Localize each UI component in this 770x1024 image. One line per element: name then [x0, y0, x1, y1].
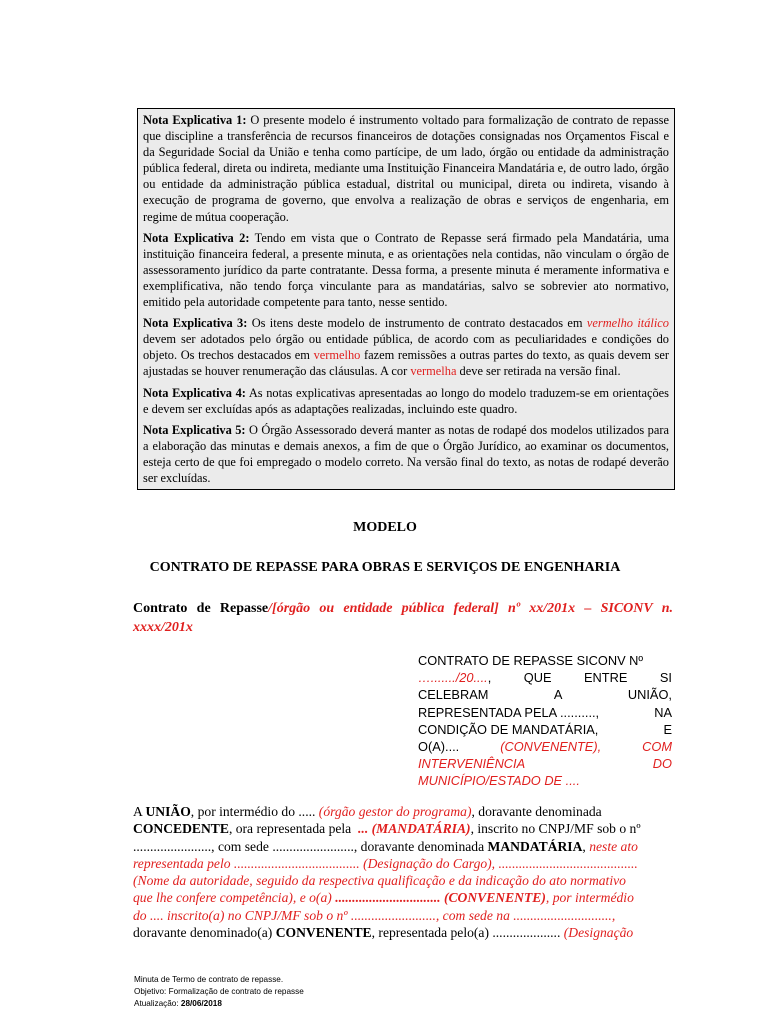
summary-line — [418, 686, 672, 703]
text: , inscrito no CNPJ/MF sob o nº — [470, 821, 641, 837]
note-3-red-2: vermelha — [410, 364, 457, 379]
placeholder-text: representada pelo ..................................... (Designação do Cargo), ......................................... — [133, 855, 638, 871]
footer-updated-label: Atualização: — [134, 998, 181, 1008]
summary-line — [418, 721, 672, 738]
note-3-label: Nota Explicativa 3: — [143, 316, 248, 331]
contract-reference-placeholder: /[órgão ou entidade pública federal] nº xx/201x – SICONV n. xxxx/201x — [133, 601, 673, 635]
summary-text: QUE — [523, 670, 552, 686]
party-concedente: CONCEDENTE — [133, 821, 229, 837]
summary-red-text: COM — [642, 739, 672, 755]
note-1-label: Nota Explicativa 1: — [143, 113, 247, 127]
summary-line — [418, 669, 672, 686]
summary-text: O(A).... — [418, 739, 460, 755]
note-3 — [143, 315, 669, 379]
preamble-line — [133, 889, 673, 906]
text: ......................., com sede ........................, doravante denominada — [133, 838, 488, 854]
note-1-text: O presente modelo é instrumento voltado para formalização de contrato de repasse que discipline a transferência de recursos financeiros de dotações consignadas nos Orçamentos Fiscal e da Seguridade Social da União e tenha como partícipe, de um lado, órgão ou entidade da administração pública federal, direta ou indireta, mediante uma Instituição Financeira Mandatária e, de outro lado, órgão ou entidade da administração pública estadual, distrital ou municipal, direta ou indireta, visando à execução de programa de governo, que envolva a realização de obras e serviços de engenharia, em regime de mútua cooperação. — [143, 113, 669, 224]
note-3-red-1: vermelho — [313, 348, 361, 363]
summary-text: CONTRATO DE REPASSE SICONV Nº — [418, 653, 644, 668]
footer-line-objective: Objetivo: Formalização de contrato de repasse — [134, 986, 304, 996]
placeholder-mandataria: ... (MANDATÁRIA) — [358, 821, 471, 837]
note-1 — [143, 112, 669, 225]
text: , por intermédio do ..... — [190, 804, 319, 819]
note-5-text: O Órgão Assessorado deverá manter as notas de rodapé dos modelos utilizados para a elaboração das minutas e demais anexos, a fim de que o Órgão Jurídico, ao examinar os documentos, esteja certo de que foi empregado o modelo correto. Na versão final do texto, as notas de rodapé deverão ser excluídas. — [143, 422, 670, 485]
contract-reference — [133, 599, 673, 637]
summary-red-year: /20.... — [455, 670, 488, 686]
page-footer — [134, 974, 304, 1009]
note-2 — [143, 230, 669, 310]
text: , doravante denominada — [471, 804, 602, 819]
preamble-line — [133, 924, 673, 941]
preamble-segment — [133, 889, 634, 906]
summary-text: NA — [654, 704, 672, 720]
summary-line — [418, 738, 672, 755]
placeholder-text: que lhe confere competência), e o(a) — [133, 890, 336, 906]
placeholder-orgao-gestor: (órgão gestor do programa) — [318, 804, 472, 819]
note-3-text-c: fazem remissões a outras partes do texto, as quais devem ser ajustadas se houver renumeração das cláusulas. A cor — [143, 348, 669, 379]
note-4-label: Nota Explicativa 4: — [143, 385, 246, 400]
heading-model: MODELO — [353, 520, 417, 535]
placeholder-convenente: ............................... (CONVENENTE) — [335, 890, 546, 906]
text: doravante denominado(a) — [133, 925, 276, 941]
party-mandataria: MANDATÁRIA — [487, 838, 583, 854]
note-4-text: As notas explicativas apresentadas ao longo do modelo traduzem-se em orientações e devem ser excluídas após as adaptações realizadas, incluindo este quadro. — [143, 385, 669, 416]
footer-updated-date: 28/06/2018 — [180, 998, 222, 1008]
note-2-text: Tendo em vista que o Contrato de Repasse será firmado pela Mandatária, uma instituição financeira federal, a presente minuta, e as orientações nela contidas, não vinculam o órgão de assessoramento jurídico da parte contratante. Dessa forma, a presente minuta é meramente informativa e exemplificativa, não tendo força vinculante para as mandatárias, salvo se sobrevier ato normativo, emitido pela autoridade competente para tanto, nesse sentido. — [143, 230, 669, 310]
preamble-line — [133, 872, 673, 889]
placeholder-text: do .... inscrito(a) no CNPJ/MF sob o nº ........................., com sede na ............................., — [133, 907, 616, 923]
placeholder-text: neste ato — [589, 838, 638, 854]
summary-text: CONDIÇÃO DE MANDATÁRIA, — [418, 721, 599, 737]
text: A — [133, 804, 146, 819]
placeholder-text: (Nome da autoridade, seguido da respectiva qualificação e da indicação do ato normativo — [133, 873, 626, 889]
note-3-text-d: deve ser retirada na versão final. — [456, 364, 621, 379]
party-convenente: CONVENENTE — [275, 925, 372, 941]
summary-red-convenente: (CONVENENTE), — [500, 739, 602, 755]
contract-reference-prefix: Contrato de Repasse — [133, 601, 269, 616]
note-2-label: Nota Explicativa 2: — [143, 230, 250, 245]
summary-text: E — [663, 721, 672, 737]
preamble-line — [133, 855, 673, 872]
preamble-segment — [133, 803, 602, 820]
footer-line-title: Minuta de Termo de contrato de repasse. — [134, 975, 284, 984]
note-3-text-a: Os itens deste modelo de instrumento de contrato destacados em — [247, 316, 587, 331]
summary-text: SI — [659, 670, 672, 686]
summary-red-text: DO — [652, 756, 672, 772]
placeholder-text: (Designação — [563, 925, 634, 941]
summary-comma: , — [487, 670, 492, 686]
text: , ora representada pela — [228, 821, 359, 837]
note-3-red-italic: vermelho itálico — [586, 316, 669, 331]
preamble-segment — [133, 924, 633, 941]
summary-text — [418, 669, 491, 686]
summary-red-number: …....... — [418, 670, 456, 686]
summary-text: UNIÃO, — [627, 687, 672, 703]
text: , — [582, 838, 590, 854]
preamble-line — [133, 838, 673, 855]
placeholder-text: , por intermédio — [545, 890, 634, 906]
note-5 — [143, 422, 669, 486]
summary-red-text: INTERVENIÊNCIA — [418, 756, 526, 772]
summary-text: CELEBRAM — [418, 687, 489, 703]
text: , representada pelo(a) .................... — [371, 925, 564, 941]
note-4 — [143, 385, 669, 417]
preamble-paragraph — [133, 803, 673, 941]
heading-contract-title: CONTRATO DE REPASSE PARA OBRAS E SERVIÇOS DE ENGENHARIA — [149, 560, 621, 575]
summary-line — [418, 704, 672, 721]
summary-text: ENTRE — [584, 670, 628, 686]
preamble-line — [133, 803, 673, 820]
summary-line — [418, 755, 672, 772]
note-3-text-b: devem ser adotados pelo órgão ou entidade pública, de acordo com as peculiaridades e condições do objeto. Os trechos destacados em — [143, 332, 669, 363]
summary-text: A — [553, 687, 563, 703]
explanatory-notes-box — [137, 108, 675, 490]
preamble-segment — [133, 838, 638, 855]
contract-summary-block — [418, 652, 672, 790]
summary-line — [418, 772, 672, 789]
footer-line-updated — [134, 998, 304, 1010]
preamble-line — [133, 907, 673, 924]
party-uniao: UNIÃO — [145, 804, 191, 819]
summary-red-municipality: MUNICÍPIO/ESTADO DE .... — [418, 773, 580, 789]
preamble-segment — [133, 820, 641, 837]
summary-text: REPRESENTADA PELA .........., — [418, 704, 600, 720]
preamble-line — [133, 820, 673, 837]
summary-line — [418, 652, 672, 669]
note-5-label: Nota Explicativa 5: — [143, 422, 246, 437]
